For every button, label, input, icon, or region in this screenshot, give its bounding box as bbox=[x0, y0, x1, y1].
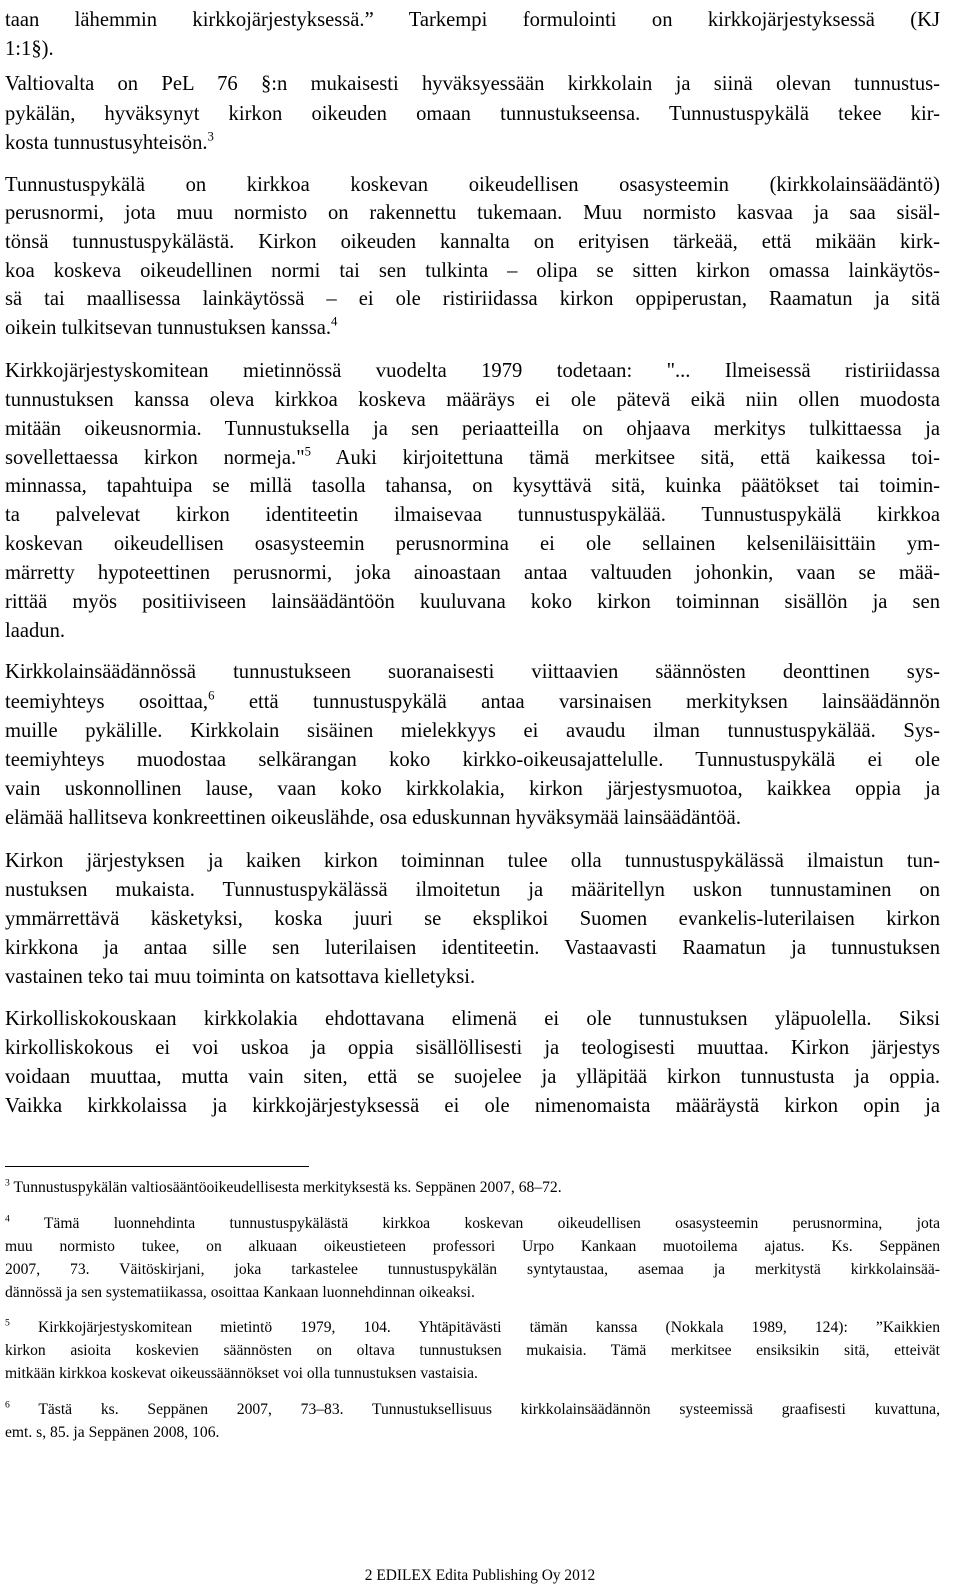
body-line bbox=[5, 906, 940, 932]
body-line bbox=[5, 200, 940, 226]
line-text: pykälän, hyväksynyt kirkon oikeuden omaan tunnustukseensa. Tunnustuspykälä tekee kir- bbox=[5, 103, 940, 125]
line-text: kosta tunnustusyhteisön. bbox=[5, 132, 208, 154]
body-line bbox=[5, 387, 940, 413]
footnote-line bbox=[5, 1317, 940, 1338]
line-text: elämää hallitseva konkreettinen oikeuslähde, osa eduskunnan hyväksymää lainsäädäntöä. bbox=[5, 807, 741, 829]
body-line bbox=[5, 36, 940, 62]
line-text: teemiyhteys osoittaa, bbox=[5, 691, 209, 713]
body-line bbox=[5, 1035, 940, 1061]
line-text: kirkkona ja antaa sille sen luterilaisen identiteetin. Vastaavasti Raamatun ja tunnustuksen bbox=[5, 937, 940, 959]
line-text: oikein tulkitsevan tunnustuksen kanssa. bbox=[5, 317, 332, 339]
body-line bbox=[5, 935, 940, 961]
line-text: Valtiovalta on PeL 76 §:n mukaisesti hyväksyessään kirkkolain ja siinä olevan tunnustus- bbox=[5, 73, 940, 95]
footnote-separator bbox=[5, 1166, 309, 1167]
line-text: märretty hypoteettinen perusnormi, joka ainoastaan antaa valtuuden johonkin, vaan se mää- bbox=[5, 562, 940, 584]
line-text: Kirkkojärjestyskomitean mietintö 1979, 104. Yhtäpitävästi tämän kanssa (Nokkala 1989, 124): ”Kaikkien bbox=[9, 1319, 940, 1336]
body-line bbox=[5, 964, 940, 990]
body-line bbox=[5, 130, 940, 156]
body-line bbox=[5, 805, 940, 831]
line-text: teemiyhteys muodostaa selkärangan koko kirkko-oikeusajattelulle. Tunnustuspykälä ei ole bbox=[5, 749, 940, 771]
body-line bbox=[5, 473, 940, 499]
body-line bbox=[5, 659, 940, 685]
body-line bbox=[5, 689, 940, 715]
line-text: rittää myös positiiviseen lainsäädäntöön kuuluvana koko kirkon toiminnan sisällön ja sen bbox=[5, 591, 940, 613]
line-text: voidaan muuttaa, mutta vain siten, että se suojelee ja ylläpitää kirkon tunnustusta ja oppia. bbox=[5, 1066, 940, 1088]
footnote-line bbox=[5, 1177, 940, 1198]
line-text: nustuksen mukaista. Tunnustuspykälässä ilmoitetun ja määritellyn uskon tunnustaminen on bbox=[5, 879, 940, 901]
line-text: Tästä ks. Seppänen 2007, 73–83. Tunnustuksellisuus kirkkolainsäädännön systeemissä graafisesti kuvattuna, bbox=[9, 1401, 940, 1418]
body-line bbox=[5, 618, 940, 644]
body-line bbox=[5, 718, 940, 744]
line-text: minnassa, tapahtuipa se millä tasolla tahansa, on kysyttävä sitä, kuinka päätökset tai toimin- bbox=[5, 475, 940, 497]
footnote-line bbox=[5, 1399, 940, 1420]
footnote-line bbox=[5, 1363, 940, 1384]
body-line bbox=[5, 848, 940, 874]
line-text: Kirkolliskokouskaan kirkkolakia ehdottavana elimenä ei ole tunnustuksen yläpuolella. Siksi bbox=[5, 1008, 940, 1030]
footnote-number: 3 bbox=[5, 1177, 10, 1189]
line-text: laadun. bbox=[5, 620, 66, 642]
footnote-number: 4 bbox=[5, 1213, 10, 1225]
line-text: ta palvelevat kirkon identiteetin ilmaisevaa tunnustuspykälää. Tunnustuspykälä kirkkoa bbox=[5, 504, 940, 526]
footnote-reference: 4 bbox=[331, 314, 338, 329]
footnote-reference: 3 bbox=[207, 129, 214, 144]
body-line bbox=[5, 589, 940, 615]
line-text: muille pykälille. Kirkkolain sisäinen mielekkyys ei avaudu ilman tunnustuspykälää. Sys- bbox=[5, 720, 940, 742]
line-text: Vaikka kirkkolaissa ja kirkkojärjestyksessä ei ole nimenomaista määräystä kirkon opin ja bbox=[5, 1095, 940, 1117]
footnote-number: 5 bbox=[5, 1317, 10, 1329]
line-text-continued: että tunnustuspykälä antaa varsinaisen merkityksen lainsäädännön bbox=[214, 691, 940, 713]
line-text: Kirkkojärjestyskomitean mietinnössä vuodelta 1979 todetaan: "... Ilmeisessä ristiriidassa bbox=[5, 360, 940, 382]
line-text: mitkään kirkkoa koskevat oikeussäännökset voi olla tunnustuksen vastaisia. bbox=[5, 1365, 478, 1382]
line-text: vastainen teko tai muu toiminta on katsottava kielletyksi. bbox=[5, 966, 476, 988]
body-line bbox=[5, 531, 940, 557]
line-text: dännössä ja sen systematiikassa, osoittaa Kankaan luonnehdinnan oikeaksi. bbox=[5, 1284, 475, 1301]
footnote-line bbox=[5, 1259, 940, 1280]
line-text: kirkon asioita koskevien säännösten on oltava tunnustuksen mukaisia. Tämä merkitsee ensiksikin sitä, etteivät bbox=[5, 1342, 940, 1359]
body-line bbox=[5, 258, 940, 284]
body-line bbox=[5, 416, 940, 442]
line-text: Tunnustuspykälä on kirkkoa koskevan oikeudellisen osasysteemin (kirkkolainsäädäntö) bbox=[5, 174, 940, 196]
footer-publisher: EDILEX Edita Publishing Oy 2012 bbox=[372, 1567, 596, 1584]
line-text: taan lähemmin kirkkojärjestyksessä.” Tarkempi formulointi on kirkkojärjestyksessä (KJ bbox=[5, 9, 940, 31]
line-text: Kirkon järjestyksen ja kaiken kirkon toiminnan tulee olla tunnustuspykälässä ilmaistun tun- bbox=[5, 850, 940, 872]
body-line bbox=[5, 286, 940, 312]
body-line bbox=[5, 1093, 940, 1119]
footnote-line bbox=[5, 1422, 940, 1443]
footnote-line bbox=[5, 1213, 940, 1234]
line-text: emt. s, 85. ja Seppänen 2008, 106. bbox=[5, 1424, 220, 1441]
body-line bbox=[5, 877, 940, 903]
line-text: Tunnustuspykälän valtiosääntöoikeudellisesta merkityksestä ks. Seppänen 2007, 68–72. bbox=[9, 1179, 562, 1196]
body-line bbox=[5, 358, 940, 384]
footnote-reference: 6 bbox=[208, 688, 215, 703]
body-line bbox=[5, 776, 940, 802]
line-text: koa koskeva oikeudellinen normi tai sen tulkinta – olipa se sitten kirkon omassa lainkäytös- bbox=[5, 260, 940, 282]
line-text: tunnustuksen kanssa oleva kirkkoa koskeva määräys ei ole pätevä eikä niin ollen muodosta bbox=[5, 389, 940, 411]
line-text: vain uskonnollinen lause, vaan koko kirkkolakia, kirkon järjestysmuotoa, kaikkea oppia ja bbox=[5, 778, 940, 800]
line-text-continued: Auki kirjoitettuna tämä merkitsee sitä, että kaikessa toi- bbox=[311, 447, 940, 469]
body-line bbox=[5, 445, 940, 471]
body-line bbox=[5, 7, 940, 33]
footnote-line bbox=[5, 1282, 940, 1303]
body-line bbox=[5, 101, 940, 127]
line-text: 1:1§). bbox=[5, 38, 54, 60]
body-line bbox=[5, 747, 940, 773]
line-text: tönsä tunnustuspykälästä. Kirkon oikeuden kannalta on erityisen tärkeää, että mikään kirk- bbox=[5, 231, 940, 253]
line-text: Tämä luonnehdinta tunnustuspykälästä kirkkoa koskevan oikeudellisen osasysteemin perusnormina, jota bbox=[9, 1215, 940, 1232]
body-line bbox=[5, 502, 940, 528]
line-text: perusnormi, jota muu normisto on rakennettu tukemaan. Muu normisto kasvaa ja saa sisäl- bbox=[5, 202, 940, 224]
line-text: mitään oikeusnormia. Tunnustuksella ja sen periaatteilla on ohjaava merkitys tulkittaessa ja bbox=[5, 418, 940, 440]
body-line bbox=[5, 1064, 940, 1090]
line-text: ymmärrettävä käsketyksi, koska juuri se eksplikoi Suomen evankelis-luterilaisen kirkon bbox=[5, 908, 940, 930]
body-line bbox=[5, 560, 940, 586]
body-line bbox=[5, 1006, 940, 1032]
page-footer bbox=[0, 1566, 960, 1586]
line-text: kirkolliskokous ei voi uskoa ja oppia sisällöllisesti ja teologisesti muuttaa. Kirkon järjestys bbox=[5, 1037, 940, 1059]
page-number: 2 bbox=[364, 1567, 373, 1584]
footnote-reference: 5 bbox=[304, 444, 312, 459]
body-line bbox=[5, 229, 940, 255]
footnote-number: 6 bbox=[5, 1399, 10, 1411]
footnote-line bbox=[5, 1340, 940, 1361]
line-text: sä tai maallisessa lainkäytössä – ei ole ristiriidassa kirkon oppiperustan, Raamatun ja sitä bbox=[5, 288, 940, 310]
line-text: sovellettaessa kirkon normeja." bbox=[5, 447, 305, 469]
body-line bbox=[5, 315, 940, 341]
line-text: Kirkkolainsäädännössä tunnustukseen suoranaisesti viittaavien säännösten deonttinen sys- bbox=[5, 661, 940, 683]
body-line bbox=[5, 71, 940, 97]
line-text: koskevan oikeudellisen osasysteemin perusnormina ei ole sellainen kelseniläisittäin ym- bbox=[5, 533, 940, 555]
line-text: muu normisto tukee, on alkuaan oikeustieteen professori Urpo Kankaan muotoilema ajatus. Ks. Seppänen bbox=[5, 1238, 940, 1255]
line-text: 2007, 73. Väitöskirjani, joka tarkastelee tunnustuspykälän syntytaustaa, asemaa ja merkitystä kirkkolainsää- bbox=[5, 1261, 940, 1278]
body-line bbox=[5, 172, 940, 198]
footnote-line bbox=[5, 1236, 940, 1257]
